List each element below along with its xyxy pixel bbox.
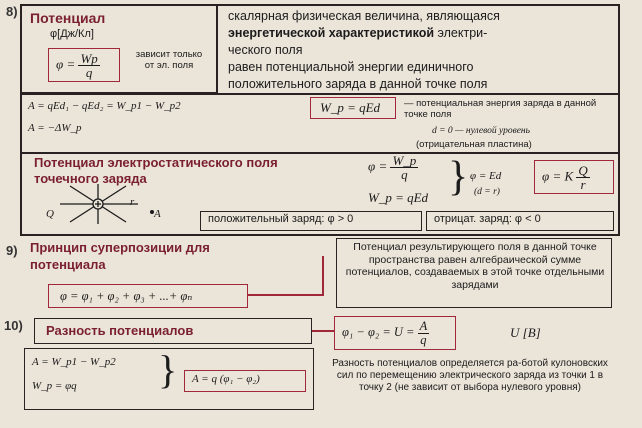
- separator-2: [20, 152, 620, 154]
- point-formula-3: φ = Ed: [470, 170, 502, 182]
- brace-2: }: [158, 347, 178, 392]
- work-eq-1: A = W_p1 − W_p2: [32, 356, 116, 368]
- phi-num: Wp: [80, 51, 98, 66]
- work-result: A = q (φ₁ − φ₂): [192, 373, 260, 385]
- phi-formula: φ = $\frac{Wp}{q}$: [56, 51, 98, 80]
- diagram-A-label: A: [154, 208, 161, 220]
- point-charge-diagram: [40, 182, 170, 226]
- superposition-desc: Потенциал результирующего поля в данной точке пространства равен алгебраической сумме потенциалов, создаваемых в этой точке отдельными зарядами: [345, 241, 605, 291]
- depends-note: зависит только от эл. поля: [135, 49, 203, 71]
- point-formula-2: W_p = qEd: [368, 190, 429, 205]
- potential-diff-desc: Разность потенциалов определяется ра-ботой кулоновских сил по перемещению электрического заряда из точки 1 в точку 2 (не зависит от выбора нулевого уровня): [332, 358, 608, 393]
- section9-title: Принцип суперпозиции для потенциала: [30, 240, 210, 272]
- potential-title: Потенциал: [30, 10, 106, 26]
- positive-charge: положительный заряд: φ > 0: [208, 213, 354, 225]
- separator-1: [20, 93, 620, 95]
- definition-line3: ческого поля: [228, 42, 303, 57]
- work-formula: A = qEd₁ − qEd₂ = W_p1 − W_p2: [28, 100, 181, 112]
- work-eq-2: W_p = φq: [32, 380, 77, 392]
- section9-number: 9): [6, 243, 18, 258]
- potential-diff-formula: φ₁ − φ₂ = U = $\frac{A}{q}$: [342, 319, 428, 347]
- definition-line2-rest: электри-: [437, 25, 488, 40]
- phi-den: q: [85, 65, 93, 80]
- definition-line5: положительного заряда в данной точке поля: [228, 76, 488, 91]
- brace: }: [448, 154, 469, 200]
- voltage-unit: U [В]: [510, 325, 541, 340]
- zero-note: (отрицательная пластина): [416, 139, 532, 150]
- superposition-formula: φ = φ₁ + φ₂ + φ₃ + ...+ φₙ: [60, 289, 193, 303]
- definition-line4: равен потенциальной энергии единичного: [228, 59, 474, 74]
- energy-note: — потенциальная энергия заряда в данной точке поля: [404, 98, 597, 121]
- point-formula-3-note: (d = r): [474, 187, 500, 197]
- work-formula-2: A = −ΔW_p: [28, 122, 82, 134]
- section8-number: 8): [6, 4, 18, 19]
- zero-level: d = 0 — нулевой уровень: [432, 126, 530, 136]
- section10-title: Разность потенциалов: [46, 323, 194, 338]
- section9-connector: [322, 256, 324, 296]
- section9-connector-h: [248, 294, 324, 296]
- definition-block: [228, 8, 618, 92]
- point-title: Потенциал электростатического поля точечного заряда: [34, 155, 278, 187]
- section10-number: 10): [4, 318, 23, 333]
- potential-unit: φ[Дж/Кл]: [50, 28, 94, 40]
- point-formula-1: φ = $\frac{W\_p}{q}$: [368, 153, 417, 182]
- diagram-Q-label: Q: [46, 208, 54, 220]
- diagram-r-label: r: [130, 196, 135, 208]
- point-formula-4: φ = K $\frac{Q}{r}$: [542, 163, 588, 192]
- negative-charge: отрицат. заряд: φ < 0: [434, 213, 541, 225]
- energy-formula: W_p = qEd: [320, 100, 381, 115]
- definition-bold: энергетической характеристикой: [228, 25, 435, 40]
- section10-connector: [312, 330, 334, 332]
- definition-line1: скалярная физическая величина, являющаяся: [228, 9, 500, 23]
